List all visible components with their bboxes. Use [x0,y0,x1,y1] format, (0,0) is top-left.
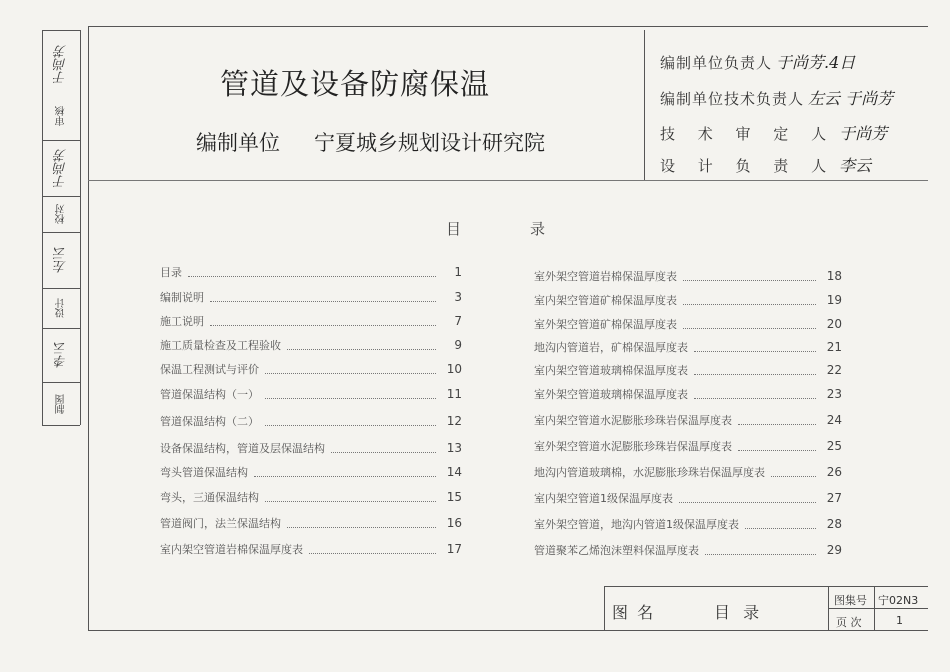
toc-item[interactable]: 室外架空管道玻璃棉保温厚度表 23 [534,387,842,401]
toc-item[interactable]: 目录 1 [160,265,462,279]
document-title: 管道及设备防腐保温 [220,67,491,101]
toc-item[interactable]: 室外架空管道，地沟内管道1级保温厚度表 28 [534,517,842,531]
toc-item[interactable]: 施工说明 7 [160,314,462,328]
footer-atlas-label: 图集号 [834,594,867,607]
responsible-row-3: 技 术 审 定 人 于尚芳 [660,124,888,143]
toc-item[interactable]: 地沟内管道玻璃棉，水泥膨胀珍珠岩保温厚度表 26 [534,465,842,479]
frame-top-line [88,26,928,27]
toc-item[interactable]: 室内架空管道岩棉保温厚度表 17 [160,542,462,556]
toc-item[interactable]: 室外架空管道岩棉保温厚度表 18 [534,269,842,283]
toc-item[interactable]: 弯头管道保温结构 14 [160,465,462,479]
strip-label-design: 设计 [55,298,67,318]
responsible-row-4: 设 计 负 责 人 李云 [660,156,872,175]
frame-bottom-line [88,630,928,631]
toc-item[interactable]: 地沟内管道岩，矿棉保温厚度表 21 [534,340,842,354]
toc-item[interactable]: 保温工程测试与评价 10 [160,362,462,376]
strip-sign-drafting: 李云 [53,342,69,368]
strip-label-review: 审核 [55,106,67,126]
responsible-row-1: 编制单位负责人 于尚芳.4日 [660,53,856,72]
toc-item[interactable]: 管道保温结构（二） 12 [160,414,462,428]
toc-item[interactable]: 室外架空管道水泥膨胀珍珠岩保温厚度表 25 [534,439,842,453]
strip-sign-review: 于尚芳 [53,44,69,84]
strip-sign-design: 左云 [53,247,69,273]
org-label: 编制单位 [196,131,280,155]
toc-item[interactable]: 室内架空管道水泥膨胀珍珠岩保温厚度表 24 [534,413,842,427]
toc-item[interactable]: 施工质量检查及工程验收 9 [160,338,462,352]
toc-item[interactable]: 设备保温结构，管道及层保温结构 13 [160,441,462,455]
footer-name-value: 目 录 [714,603,764,622]
org-name: 宁夏城乡规划设计研究院 [314,131,545,155]
strip-label-drafting: 制图 [55,394,67,414]
toc-item[interactable]: 弯头，三通保温结构 15 [160,490,462,504]
frame-left-line [88,26,89,630]
header-divider [88,180,928,181]
toc-item[interactable]: 室内架空管道1级保温厚度表 27 [534,491,842,505]
toc-heading-right: 录 [530,220,546,238]
footer-page-value: 1 [896,614,903,627]
toc-item[interactable]: 室内架空管道玻璃棉保温厚度表 22 [534,363,842,377]
toc-item[interactable]: 管道聚苯乙烯泡沫塑料保温厚度表 29 [534,543,842,557]
toc-heading-left: 目 [446,220,462,238]
toc-item[interactable]: 室内架空管道矿棉保温厚度表 19 [534,293,842,307]
toc-item[interactable]: 室外架空管道矿棉保温厚度表 20 [534,317,842,331]
toc-item[interactable]: 编制说明 3 [160,290,462,304]
strip-label-proofread: 校对 [55,204,67,224]
footer-atlas-value: 宁02N3 [878,594,919,607]
footer-name-label: 图 名 [612,603,656,622]
footer-page-label: 页 次 [836,616,862,629]
responsible-row-2: 编制单位技术负责人 左云 于尚芳 [660,89,894,108]
strip-sign-proofread: 于尚芳 [53,148,69,188]
toc-item[interactable]: 管道阀门，法兰保温结构 16 [160,516,462,530]
toc-item[interactable]: 管道保温结构（一） 11 [160,387,462,401]
